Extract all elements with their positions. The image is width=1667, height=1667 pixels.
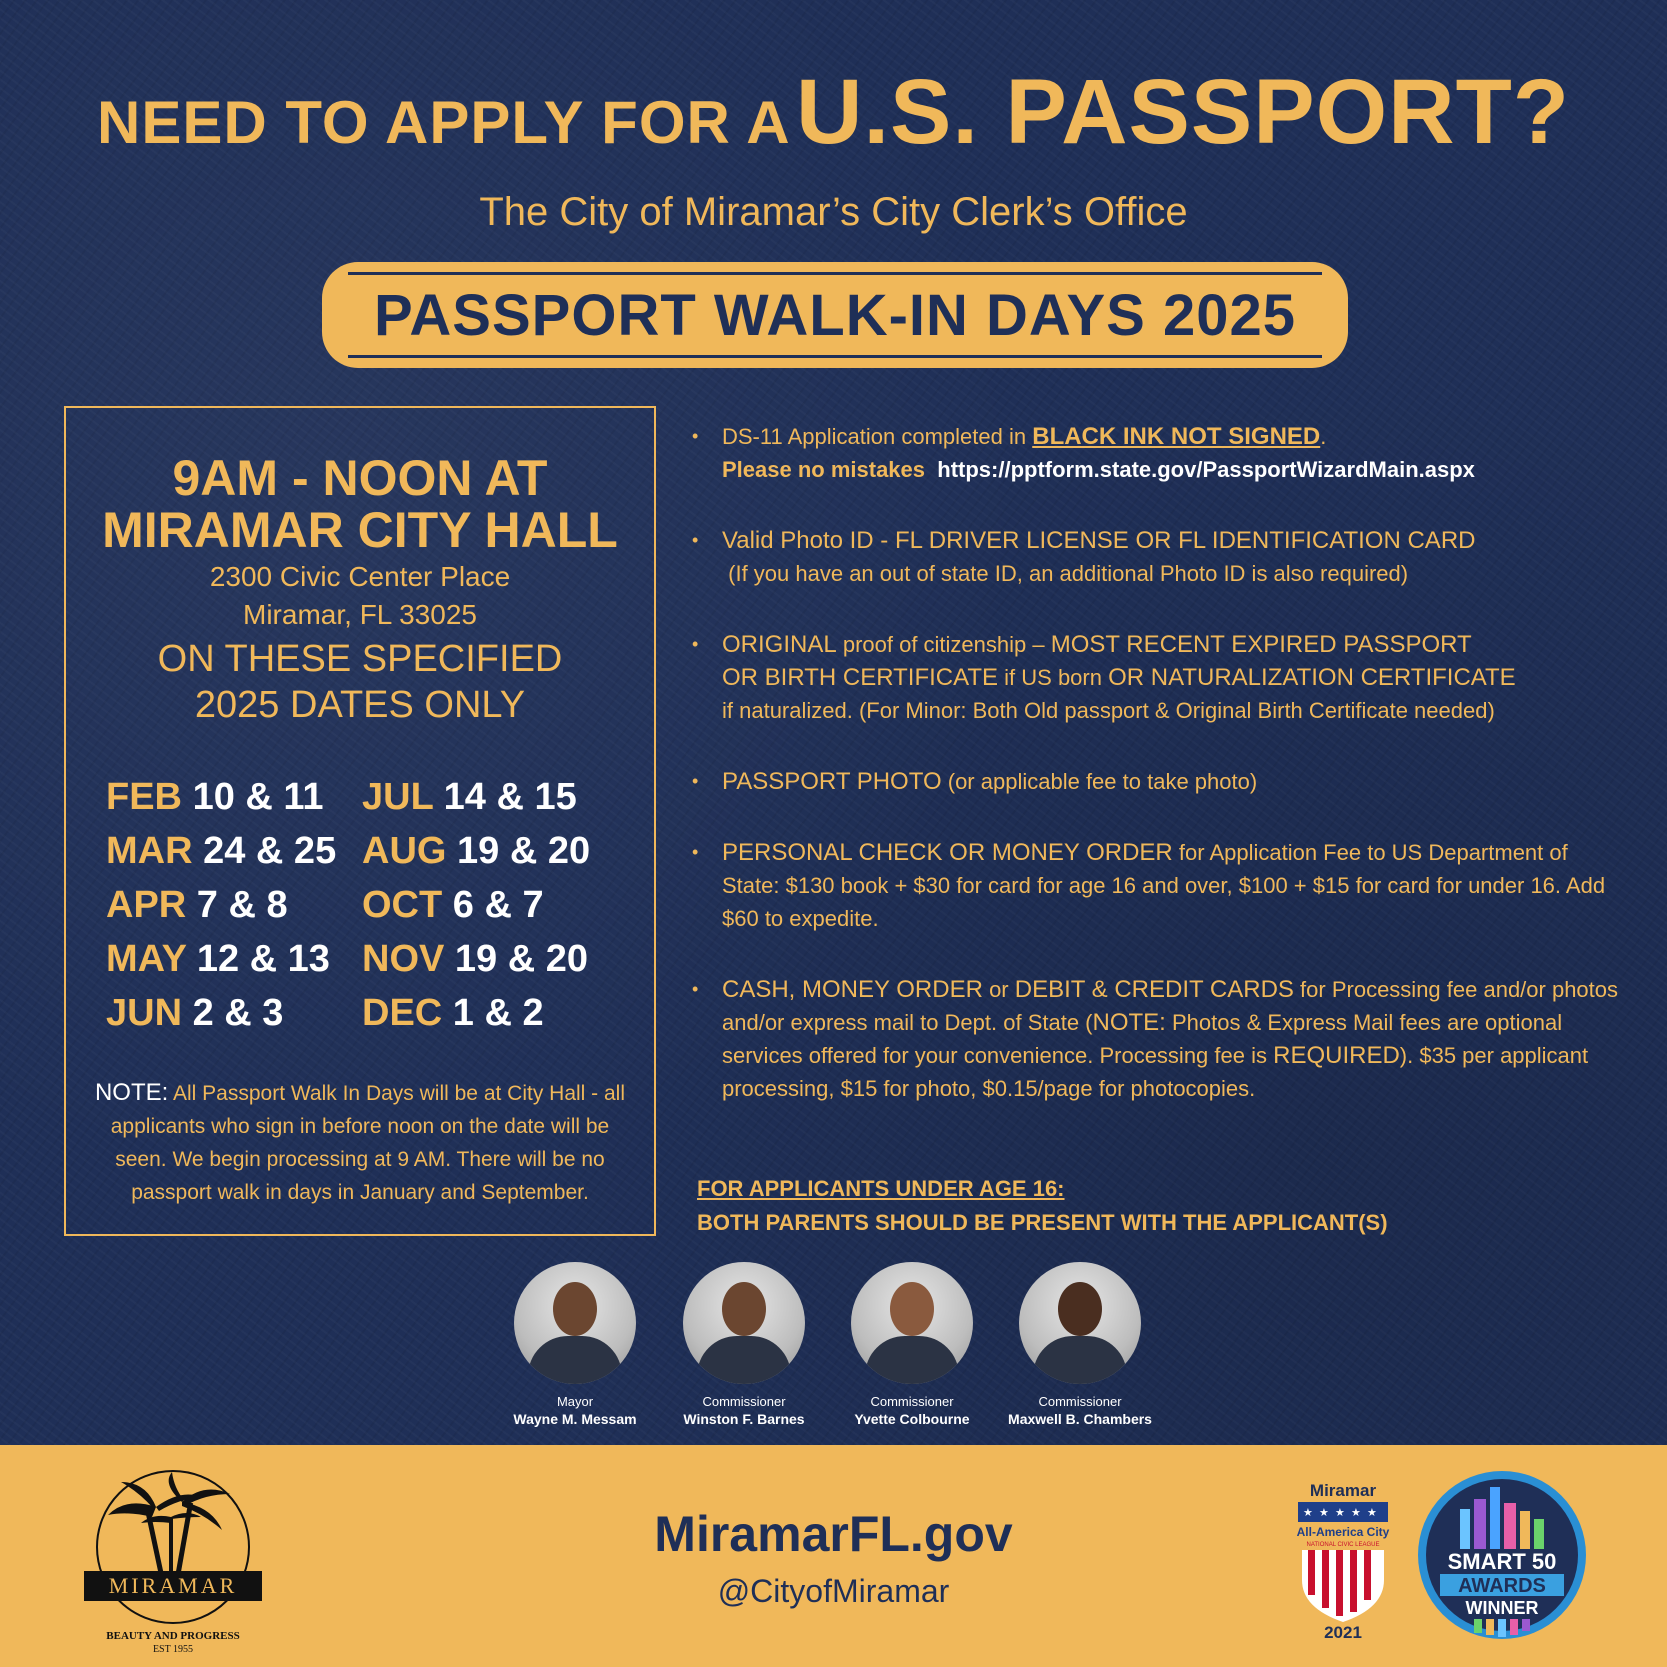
req-emphasis: Please no mistakes bbox=[722, 457, 926, 482]
req-text: DS-11 Application completed in bbox=[722, 424, 1027, 449]
req-text: . bbox=[1320, 424, 1327, 449]
date-month: MAR bbox=[106, 830, 193, 872]
bullet-icon: • bbox=[692, 842, 699, 862]
official-name: Wayne M. Messam bbox=[513, 1411, 637, 1427]
date-days: 14 & 15 bbox=[443, 776, 577, 818]
official-role: Mayor bbox=[556, 1394, 594, 1409]
svg-text:★: ★ bbox=[1319, 1506, 1329, 1519]
date-days: 10 & 11 bbox=[192, 776, 324, 818]
req-text: OR NATURALIZATION CERTIFICATE bbox=[1108, 664, 1516, 691]
req-text: for Application Fee to US Department of State: $130 book + $30 for card for age 16 and over, $100 + $15 for card for under 16. Add $60 to expedite. bbox=[722, 840, 1606, 931]
dates-column-left bbox=[106, 770, 336, 1040]
smart-line1: SMART 50 bbox=[1447, 1549, 1557, 1574]
specified-dates-heading bbox=[66, 636, 654, 728]
banner-rule-top bbox=[348, 272, 1322, 275]
date-month: MAY bbox=[106, 938, 187, 980]
official-name: Yvette Colbourne bbox=[854, 1411, 970, 1427]
passport-wizard-link[interactable]: https://pptform.state.gov/PassportWizardMain.aspx bbox=[937, 457, 1475, 482]
specified-line1: ON THESE SPECIFIED bbox=[157, 638, 563, 680]
subhead: The City of Miramar’s City Clerk’s Office bbox=[479, 190, 1188, 234]
bullet-icon: • bbox=[692, 979, 699, 999]
svg-text:★: ★ bbox=[1303, 1506, 1313, 1519]
date-days: 19 & 20 bbox=[457, 830, 591, 872]
req-text: NOTE: bbox=[1092, 1009, 1166, 1036]
schedule-note bbox=[86, 1076, 634, 1209]
bullet-icon: • bbox=[692, 530, 699, 550]
req-text: proof of citizenship – bbox=[842, 632, 1045, 657]
date-entry bbox=[362, 932, 590, 986]
walk-in-days-banner bbox=[322, 262, 1348, 368]
date-days: 6 & 7 bbox=[452, 884, 544, 926]
req-text: Valid Photo ID - FL DRIVER LICENSE OR FL IDENTIFICATION CARD bbox=[722, 527, 1476, 554]
official-photo bbox=[1019, 1262, 1141, 1384]
official-commissioner-colbourne bbox=[827, 1262, 997, 1427]
specified-line2: 2025 DATES ONLY bbox=[194, 684, 526, 726]
req-text: ORIGINAL bbox=[722, 631, 837, 658]
headline-big: U.S. PASSPORT? bbox=[796, 61, 1570, 163]
bullet-icon: • bbox=[692, 634, 699, 654]
svg-text:★: ★ bbox=[1367, 1506, 1377, 1519]
banner-text: PASSPORT WALK-IN DAYS 2025 bbox=[374, 283, 1296, 348]
smart-line3: WINNER bbox=[1465, 1598, 1539, 1618]
aac-title: All-America City bbox=[1296, 1525, 1390, 1539]
date-entry bbox=[362, 986, 590, 1040]
req-text: CASH, MONEY ORDER bbox=[722, 976, 983, 1003]
official-mayor bbox=[490, 1262, 660, 1427]
date-month: JUN bbox=[106, 992, 183, 1034]
date-entry bbox=[106, 770, 336, 824]
seal-name: MIRAMAR bbox=[108, 1573, 238, 1598]
date-days: 7 & 8 bbox=[196, 884, 288, 926]
smart-line2: AWARDS bbox=[1458, 1575, 1546, 1597]
note-text: All Passport Walk In Days will be at City Hall - all applicants who sign in before noon on the date will be seen. We begin processing at 9 AM. There will be no passport walk in days in January and September. bbox=[110, 1082, 626, 1204]
req-text: MOST RECENT EXPIRED PASSPORT bbox=[1050, 631, 1472, 658]
date-month: AUG bbox=[362, 830, 447, 872]
date-month: APR bbox=[106, 884, 187, 926]
req-emphasis: BLACK INK NOT SIGNED bbox=[1032, 423, 1321, 450]
date-days: 19 & 20 bbox=[454, 938, 589, 980]
requirement-citizenship bbox=[692, 628, 1622, 727]
minor-line2: BOTH PARENTS SHOULD BE PRESENT WITH THE APPLICANT(S) bbox=[697, 1210, 1388, 1235]
date-month: DEC bbox=[362, 992, 443, 1034]
req-text: OR BIRTH CERTIFICATE bbox=[722, 664, 999, 691]
official-name: Winston F. Barnes bbox=[683, 1411, 805, 1427]
date-entry bbox=[362, 878, 590, 932]
address bbox=[66, 558, 654, 634]
requirements-list bbox=[692, 420, 1622, 1143]
req-text: for Processing fee and/or photos and/or express mail to Dept. of State ( bbox=[722, 977, 1619, 1035]
banner-rule-bottom bbox=[348, 355, 1322, 358]
smart-50-awards-badge-icon bbox=[1416, 1469, 1588, 1641]
req-text: REQUIRED bbox=[1273, 1042, 1400, 1069]
date-days: 1 & 2 bbox=[452, 992, 544, 1034]
requirement-passport-photo bbox=[692, 765, 1622, 798]
req-text: if US born bbox=[1004, 665, 1102, 690]
official-role: Commissioner bbox=[702, 1394, 786, 1409]
headline bbox=[0, 60, 1667, 165]
req-text: if naturalized. (For Minor: Both Old passport & Original Birth Certificate needed) bbox=[722, 698, 1495, 723]
date-entry bbox=[362, 770, 590, 824]
date-month: NOV bbox=[362, 938, 445, 980]
dates-column-right bbox=[362, 770, 590, 1040]
seal-motto: BEAUTY AND PROGRESS bbox=[106, 1630, 240, 1642]
date-entry bbox=[362, 824, 590, 878]
requirement-application bbox=[692, 420, 1622, 486]
headline-small: NEED TO APPLY FOR A bbox=[97, 89, 791, 156]
schedule-title bbox=[66, 452, 654, 556]
svg-text:★: ★ bbox=[1351, 1506, 1361, 1519]
date-month: OCT bbox=[362, 884, 443, 926]
req-text: PERSONAL CHECK OR MONEY ORDER bbox=[722, 839, 1173, 866]
date-entry bbox=[106, 824, 336, 878]
bullet-icon: • bbox=[692, 426, 699, 446]
schedule-box bbox=[64, 406, 656, 1236]
date-month: FEB bbox=[106, 776, 182, 818]
aac-year: 2021 bbox=[1324, 1623, 1362, 1640]
official-photo bbox=[683, 1262, 805, 1384]
svg-text:★: ★ bbox=[1335, 1506, 1345, 1519]
schedule-title-line1: 9AM - NOON AT bbox=[172, 450, 548, 506]
date-entry bbox=[106, 986, 336, 1040]
minor-applicants-notice bbox=[697, 1172, 1388, 1240]
req-text: Photos & Express Mail fees are optional services offered for your convenience. Processing fee is bbox=[722, 1010, 1563, 1068]
social-handle[interactable]: @CityofMiramar bbox=[717, 1573, 950, 1609]
req-text: DEBIT & CREDIT CARDS bbox=[1014, 976, 1294, 1003]
date-days: 12 & 13 bbox=[196, 938, 330, 980]
minor-line1: FOR APPLICANTS UNDER AGE 16: bbox=[697, 1176, 1065, 1201]
aac-sub: NATIONAL CIVIC LEAGUE bbox=[1306, 1542, 1380, 1548]
official-name: Maxwell B. Chambers bbox=[1008, 1411, 1152, 1427]
bullet-icon: • bbox=[692, 771, 699, 791]
website[interactable]: MiramarFL.gov bbox=[654, 1506, 1013, 1562]
address-line1: 2300 Civic Center Place bbox=[209, 561, 511, 592]
req-text: (If you have an out of state ID, an additional Photo ID is also required) bbox=[728, 561, 1409, 586]
all-america-city-shield-icon bbox=[1294, 1480, 1392, 1640]
official-role: Commissioner bbox=[1038, 1394, 1122, 1409]
requirement-application-fee bbox=[692, 836, 1622, 935]
note-label: NOTE: bbox=[94, 1079, 169, 1106]
date-entry bbox=[106, 878, 336, 932]
footer bbox=[0, 1445, 1667, 1667]
official-commissioner-barnes bbox=[659, 1262, 829, 1427]
official-photo bbox=[514, 1262, 636, 1384]
requirement-processing-fee bbox=[692, 973, 1622, 1105]
req-text: (or applicable fee to take photo) bbox=[947, 769, 1258, 794]
req-text: PASSPORT PHOTO bbox=[722, 768, 942, 795]
official-photo bbox=[851, 1262, 973, 1384]
date-days: 2 & 3 bbox=[192, 992, 284, 1034]
official-role: Commissioner bbox=[870, 1394, 954, 1409]
official-commissioner-chambers bbox=[995, 1262, 1165, 1427]
req-text: or bbox=[989, 977, 1009, 1002]
schedule-title-line2: MIRAMAR CITY HALL bbox=[102, 502, 618, 558]
date-entry bbox=[106, 932, 336, 986]
seal-est: EST 1955 bbox=[152, 1644, 194, 1655]
address-line2: Miramar, FL 33025 bbox=[243, 599, 477, 630]
req-text: ). $35 per applicant processing, $15 for photo, $0.15/page for photocopies. bbox=[722, 1043, 1589, 1101]
aac-city: Miramar bbox=[1309, 1481, 1377, 1500]
requirement-photo-id bbox=[692, 524, 1622, 590]
date-days: 24 & 25 bbox=[203, 830, 337, 872]
date-month: JUL bbox=[362, 776, 434, 818]
